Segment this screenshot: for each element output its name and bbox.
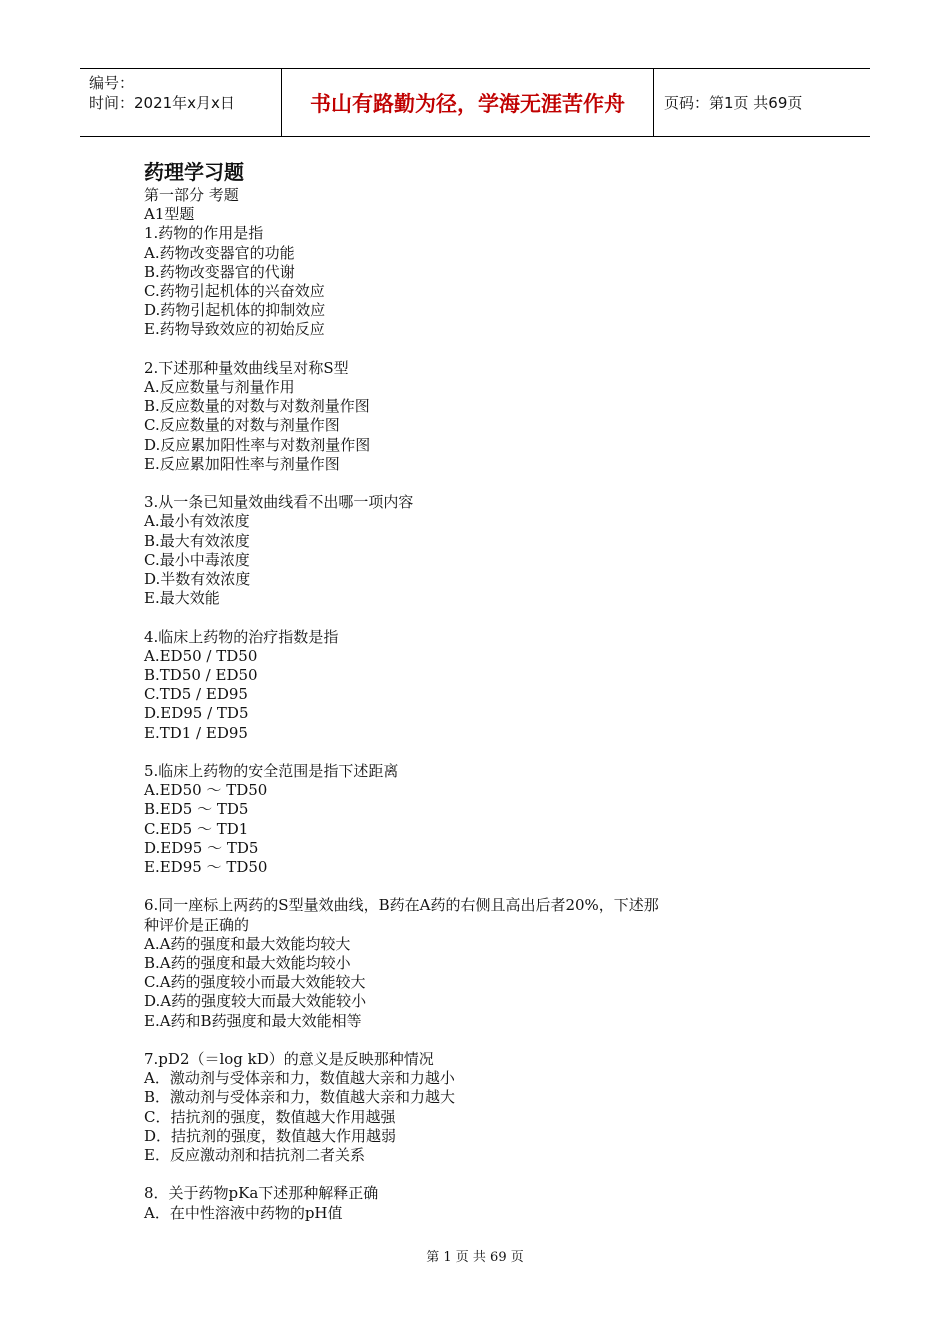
question-line: D.ED95 ～ TD5 (144, 838, 259, 857)
question-block (144, 1184, 784, 1222)
question-line: C.最小中毒浓度 (144, 550, 250, 569)
question-spacer (144, 340, 784, 359)
time-label: 时间：2021年x月x日 (89, 94, 235, 112)
header-left-cell (80, 69, 281, 136)
question-stem: 8．关于药物pKa下述那种解释正确 (144, 1184, 379, 1203)
question-line: B.最大有效浓度 (144, 531, 250, 550)
question-line: E.最大效能 (144, 589, 220, 608)
page-footer: 第 1 页 共 69 页 (426, 1250, 524, 1265)
question-spacer (144, 1165, 784, 1184)
question-line: A.ED50 ～ TD50 (144, 781, 268, 800)
question-line: E.药物导致效应的初始反应 (144, 320, 325, 339)
question-line: E.A药和B药强度和最大效能相等 (144, 1011, 362, 1030)
question-line: A.A药的强度和最大效能均较大 (144, 934, 351, 953)
question-list (144, 224, 784, 1222)
question-stem: 3.从一条已知量效曲线看不出哪一项内容 (144, 493, 414, 512)
question-line: A.药物改变器官的功能 (144, 243, 295, 262)
question-stem: 6.同一座标上两药的S型量效曲线，B药在A药的右侧且高出后者20%，下述那 (144, 896, 659, 915)
question-line: C.TD5 / ED95 (144, 685, 248, 704)
question-line: D.反应累加阳性率与对数剂量作图 (144, 435, 371, 454)
question-line: D．拮抗剂的强度，数值越大作用越弱 (144, 1126, 397, 1145)
question-line: A.反应数量与剂量作用 (144, 378, 295, 397)
question-block (144, 896, 784, 1030)
question-line: D.半数有效浓度 (144, 570, 251, 589)
question-block (144, 493, 784, 608)
question-line: E.反应累加阳性率与剂量作图 (144, 454, 340, 473)
question-line: A．在中性溶液中药物的pH值 (144, 1203, 343, 1222)
question-type: A1型题 (144, 205, 195, 224)
header-page-info: 页码：第1页 共69页 (664, 94, 803, 112)
question-line: C.反应数量的对数与剂量作图 (144, 416, 340, 435)
question-line: B.TD50 / ED50 (144, 666, 258, 685)
question-spacer (144, 743, 784, 762)
question-line: E.ED95 ～ TD50 (144, 858, 268, 877)
question-stem: 1.药物的作用是指 (144, 224, 264, 243)
question-line: E.TD1 / ED95 (144, 723, 248, 742)
header-motto: 书山有路勤为径，学海无涯苦作舟 (281, 69, 654, 136)
question-line: B.A药的强度和最大效能均较小 (144, 954, 351, 973)
question-spacer (144, 474, 784, 493)
question-line: A．激动剂与受体亲和力，数值越大亲和力越小 (144, 1069, 455, 1088)
document-title: 药理学习题 (144, 160, 244, 184)
question-line: D.药物引起机体的抑制效应 (144, 301, 326, 320)
question-stem: 5.临床上药物的安全范围是指下述距离 (144, 762, 399, 781)
question-stem: 4.临床上药物的治疗指数是指 (144, 627, 339, 646)
document-body (144, 158, 784, 1223)
question-line: D.ED95 / TD5 (144, 704, 249, 723)
question-line: D.A药的强度较大而最大效能较小 (144, 992, 367, 1011)
question-line: A.ED50 / TD50 (144, 646, 258, 665)
question-line: C.A药的强度较小而最大效能较大 (144, 973, 366, 992)
question-line: C.药物引起机体的兴奋效应 (144, 282, 325, 301)
question-spacer (144, 877, 784, 896)
page-header (80, 68, 870, 137)
question-line: B.反应数量的对数与对数剂量作图 (144, 397, 370, 416)
question-line: C．拮抗剂的强度，数值越大作用越强 (144, 1107, 396, 1126)
question-block (144, 762, 784, 877)
serial-label: 编号： (89, 74, 135, 92)
question-line: B．激动剂与受体亲和力，数值越大亲和力越大 (144, 1088, 456, 1107)
question-line: C.ED5 ～ TD1 (144, 819, 249, 838)
question-spacer (144, 608, 784, 627)
question-line: E．反应激动剂和拮抗剂二者关系 (144, 1146, 365, 1165)
part-heading: 第一部分 考题 (144, 186, 239, 204)
question-stem: 2.下述那种量效曲线呈对称S型 (144, 358, 349, 377)
question-block (144, 628, 784, 743)
question-spacer (144, 1031, 784, 1050)
question-line: B.药物改变器官的代谢 (144, 262, 295, 281)
question-block (144, 224, 784, 339)
question-stem: 7.pD2（＝log kD）的意义是反映那种情况 (144, 1050, 434, 1069)
question-line: 种评价是正确的 (144, 915, 250, 934)
question-line: A.最小有效浓度 (144, 512, 250, 531)
question-line: B.ED5 ～ TD5 (144, 800, 249, 819)
question-block (144, 359, 784, 474)
question-block (144, 1050, 784, 1165)
